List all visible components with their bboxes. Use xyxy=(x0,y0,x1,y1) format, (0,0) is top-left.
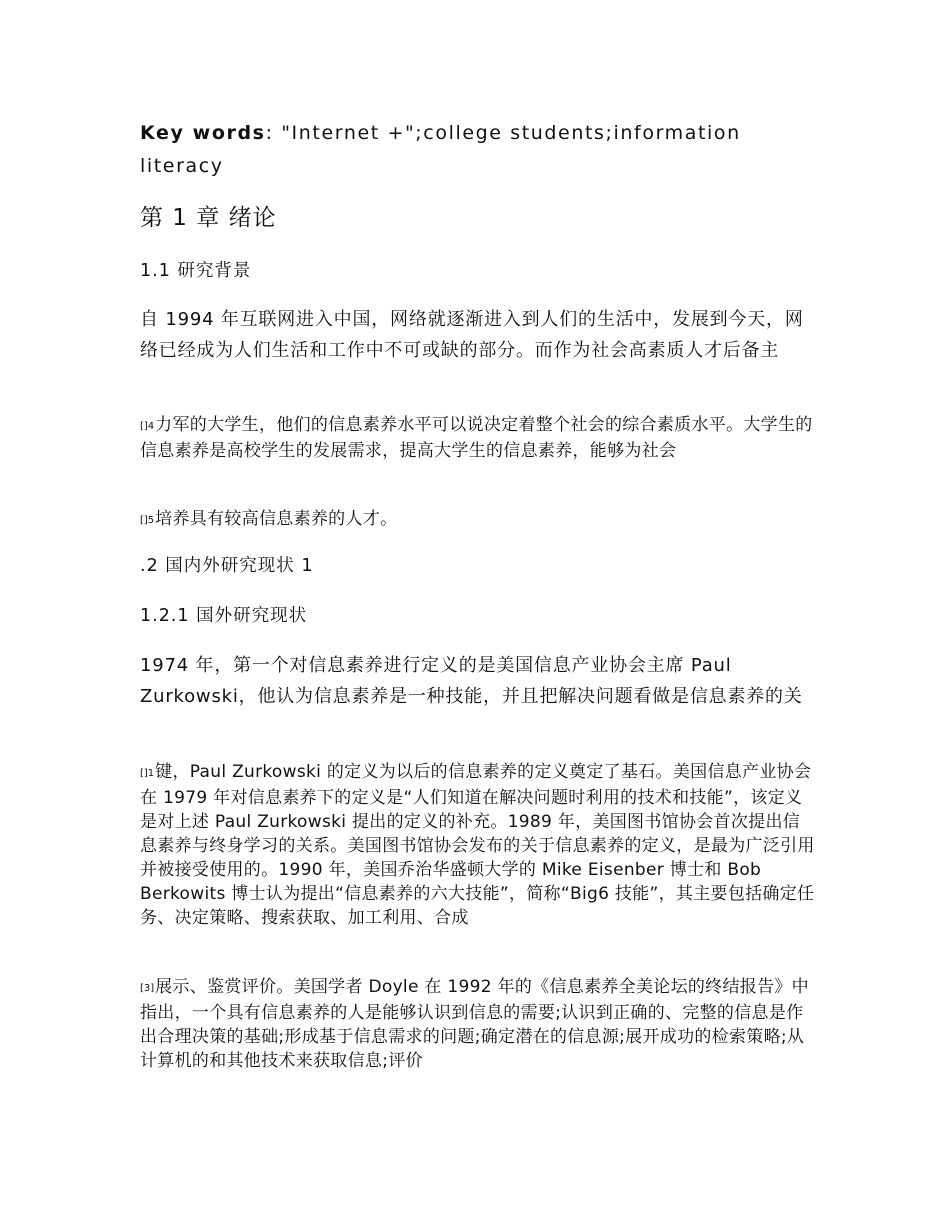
paragraph-5 xyxy=(140,760,815,930)
paragraph-text: 力军的大学生，他们的信息素养水平可以说决定着整个社会的综合素质水平。大学生的信息素养是高校学生的发展需求，提高大学生的信息素养，能够为社会 xyxy=(140,415,813,461)
section-heading-1-2-1: 1.2.1 国外研究现状 xyxy=(140,606,308,626)
paragraph-4: 1974 年，第一个对信息素养进行定义的是美国信息产业协会主席 Paul Zurkowski，他认为信息素养是一种技能，并且把解决问题看做是信息素养的关 xyxy=(140,655,803,707)
paragraph-1: 自 1994 年互联网进入中国，网络就逐渐进入到人们的生活中，发展到今天，网络已经成为人们生活和工作中不可或缺的部分。而作为社会高素质人才后备主 xyxy=(140,309,804,361)
paragraph-text: 培养具有较高信息素养的人才。 xyxy=(155,509,398,529)
paragraph-6 xyxy=(140,975,815,1073)
paragraph-text: 展示、鉴赏评价。美国学者 Doyle 在 1992 年的《信息素养全美论坛的终结报告》中指出，一个具有信息素养的人是能够认识到信息的需要;认识到正确的、完整的信息是作出合理决策的基础;形成基于信息需求的问题;确定潜在的信息源;展开成功的检索策略;从计算机的和其他技术来获取信息;评价 xyxy=(140,977,809,1071)
keywords-separator: : xyxy=(265,122,282,144)
paragraph-text: 键，Paul Zurkowski 的定义为以后的信息素养的定义奠定了基石。美国信息产业协会在 1979 年对信息素养下的定义是“人们知道在解决问题时利用的技术和技能”，该定义是对上述 Paul Zurkowski 提出的定义的补充。1989 年，美国图书馆协会首次提出信息素养与终身学习的关系。美国图书馆协会发布的关于信息素养的定义，是最为广泛引用并被接受使用的。1990 年，美国乔治华盛顿大学的 Mike Eisenber 博士和 Bob Berkowits 博士认为提出“信息素养的六大技能”，简称“Big6 技能”，其主要包括确定任务、决定策略、搜索获取、加工利用、合成 xyxy=(140,762,815,928)
keywords xyxy=(140,117,815,183)
citation-marker: []1 xyxy=(140,768,155,779)
citation-marker: []4 xyxy=(140,421,155,432)
citation-marker: []5 xyxy=(140,515,155,526)
paragraph-3 xyxy=(140,507,815,533)
section-heading-1-1: 1.1 研究背景 xyxy=(140,261,252,281)
paragraph-2 xyxy=(140,413,815,463)
citation-marker: [3] xyxy=(140,983,155,994)
keywords-text: "Internet +";college students;information literacy xyxy=(140,122,741,177)
keywords-label: Key words xyxy=(140,122,266,144)
section-heading-1-2: .2 国内外研究现状 1 xyxy=(140,556,314,576)
chapter-title: 第 1 章 绪论 xyxy=(140,205,277,231)
